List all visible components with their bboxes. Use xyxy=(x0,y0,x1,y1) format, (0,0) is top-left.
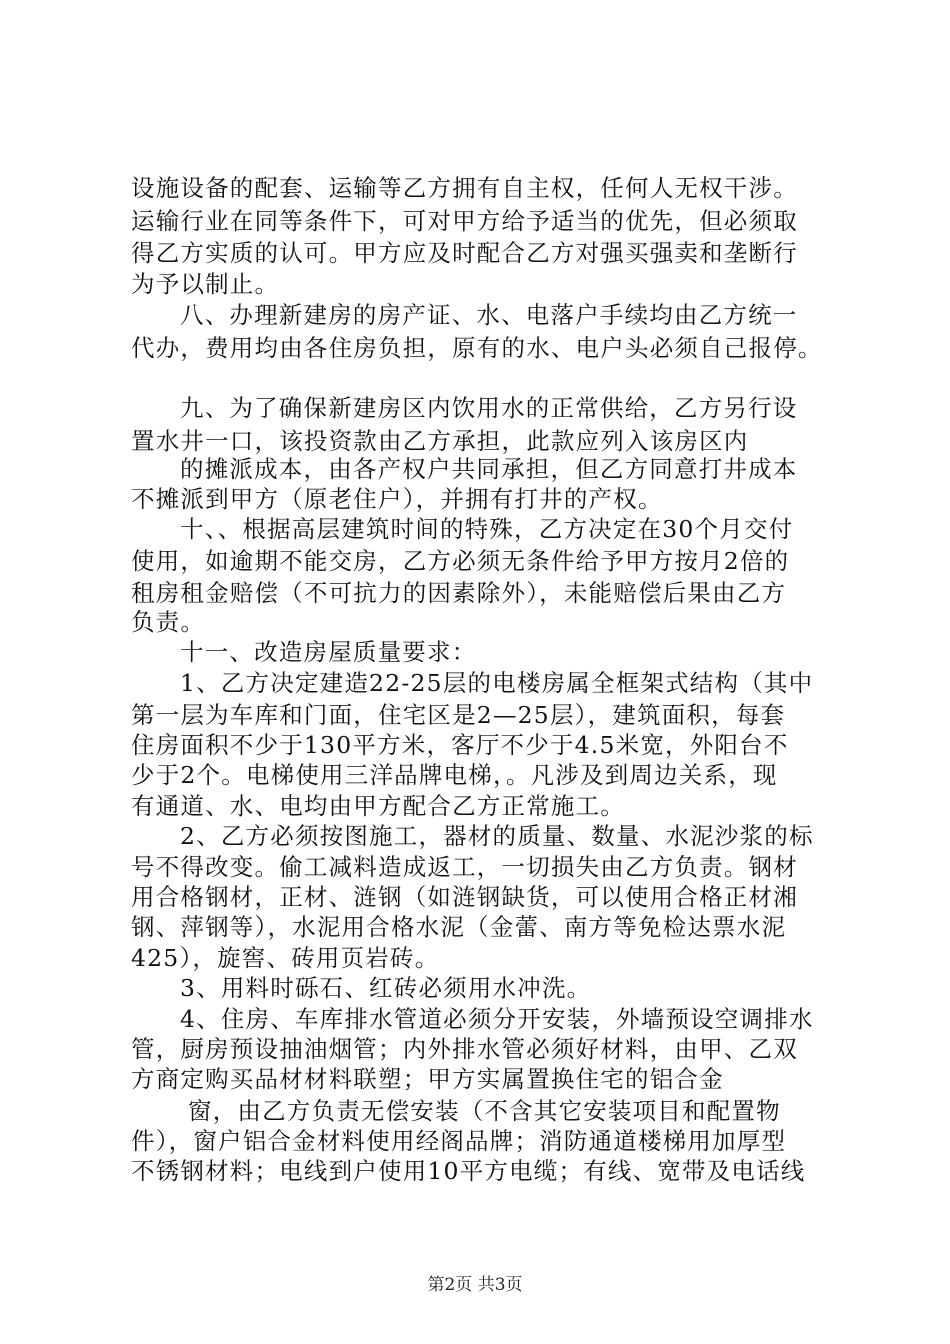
text-line: 425），旋窖、砖用页岩砖。 xyxy=(131,944,440,972)
text-line: 管，厨房预设抽油烟管；内外排水管必须好材料，由甲、乙双 xyxy=(131,1035,798,1063)
text-line: 少于2个。电梯使用三洋品牌电梯，。凡涉及到周边关系，现 xyxy=(131,761,778,789)
text-line: 第一层为车库和门面，住宅区是2—25层），建筑面积，每套 xyxy=(131,701,786,729)
text-line: 得乙方实质的认可。甲方应及时配合乙方对强买强卖和垄断行 xyxy=(131,239,798,267)
item-2-first-line: 2、乙方必须按图施工，器材的质量、数量、水泥沙浆的标 xyxy=(180,822,814,850)
text-line: 钢、萍钢等），水泥用合格水泥（金蕾、南方等免检达票水泥 xyxy=(131,913,787,941)
text-line: 有通道、水、电均由甲方配合乙方正常施工。 xyxy=(131,792,625,820)
text-line: 使用，如逾期不能交房，乙方必须无条件给予甲方按月2倍的 xyxy=(131,547,790,575)
paragraph-8-first-line: 八、办理新建房的房产证、水、电落户手续均由乙方统一 xyxy=(180,301,798,329)
text-line: 的摊派成本，由各产权户共同承担，但乙方同意打井成本 xyxy=(180,455,798,483)
paragraph-10-first-line: 十、、根据高层建筑时间的特殊，乙方决定在30个月交付 xyxy=(180,515,794,543)
section-11-heading: 十一、改造房屋质量要求： xyxy=(180,638,477,666)
text-line: 代办，费用均由各住房负担，原有的水、电户头必须自己报停。 xyxy=(131,334,823,362)
text-line: 住房面积不少于130平方米，客厅不少于4.5米宽，外阳台不 xyxy=(131,731,789,759)
text-line: 置水井一口，该投资款由乙方承担，此款应列入该房区内 xyxy=(131,427,749,455)
text-line: 方商定购买品材材料联塑；甲方实属置换住宅的铝合金 xyxy=(131,1065,724,1093)
paragraph-9-first-line: 九、为了确保新建房区内饮用水的正常供给，乙方另行设 xyxy=(180,394,798,422)
item-1-first-line: 1、乙方决定建造22-25层的电楼房属全框架式结构（其中 xyxy=(180,669,814,697)
text-line: 负责。 xyxy=(131,608,206,636)
item-4-first-line: 4、住房、车库排水管道必须分开安装，外墙预设空调排水 xyxy=(180,1005,814,1033)
text-line: 为予以制止。 xyxy=(131,270,280,298)
text-line: 不摊派到甲方（原老住户），并拥有打井的产权。 xyxy=(131,485,663,513)
text-line: 不锈钢材料；电线到户使用10平方电缆；有线、宽带及电话线 xyxy=(131,1157,806,1185)
text-line: 租房租金赔偿（不可抗力的因素除外），未能赔偿后果由乙方 xyxy=(131,579,787,607)
page-number-footer: 第2页 共3页 xyxy=(427,1275,523,1295)
text-line: 用合格钢材，正材、涟钢（如涟钢缺货，可以使用合格正材湘 xyxy=(131,883,798,911)
text-line: 运输行业在同等条件下，可对甲方给予适当的优先，但必须取 xyxy=(131,207,798,235)
text-line: 窗，由乙方负责无偿安装（不含其它安装项目和配置物 xyxy=(188,1097,781,1125)
text-line: 设施设备的配套、运输等乙方拥有自主权，任何人无权干涉。 xyxy=(131,174,798,202)
text-line: 号不得改变。偷工减料造成返工，一切损失由乙方负责。钢材 xyxy=(131,853,798,881)
text-line: 件），窗户铝合金材料使用经阁品牌；消防通道楼梯用加厚型 xyxy=(131,1127,787,1155)
item-3-line: 3、用料时砾石、红砖必须用水冲洗。 xyxy=(180,974,592,1002)
